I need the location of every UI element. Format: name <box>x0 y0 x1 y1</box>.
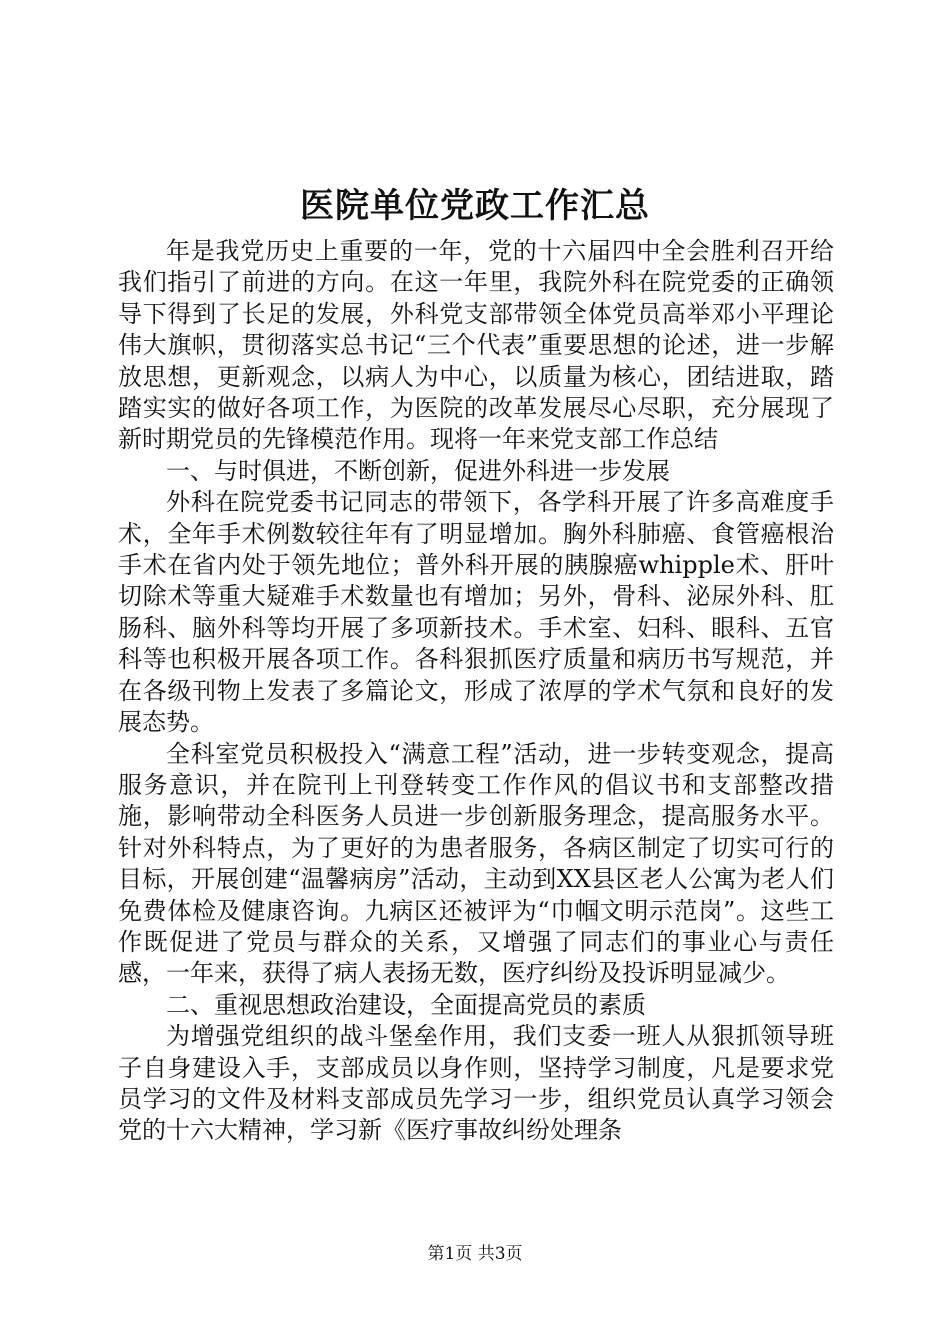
section-heading-2: 二、重视思想政治建设，全面提高党员的素质 <box>166 990 646 1019</box>
document-body <box>118 236 834 1147</box>
paragraph-service: 全科室党员积极投入“满意工程”活动，进一步转变观念，提高服务意识，并在院刊上刊登转变工作作风的倡议书和支部整改措施，影响带动全科医务人员进一步创新服务理念，提高服务水平。针对外科特点，为了更好的为患者服务，各病区制定了切实可行的目标，开展创建“温馨病房”活动，主动到XX县区老人公寓为老人们免费体检及健康咨询。九病区还被评为“巾帼文明示范岗”。这些工作既促进了党员与群众的关系，又增强了同志们的事业心与责任感，一年来，获得了病人表扬无数，医疗纠纷及投诉明显减少。 <box>118 739 834 988</box>
document-title: 医院单位党政工作汇总 <box>300 186 650 226</box>
page-number-footer: 第1页 共3页 <box>427 1244 523 1264</box>
section-heading-1: 一、与时俱进，不断创新，促进外科进一步发展 <box>166 456 670 485</box>
paragraph-intro: 年是我党历史上重要的一年，党的十六届四中全会胜利召开给我们指引了前进的方向。在这一年里，我院外科在院党委的正确领导下得到了长足的发展，外科党支部带领全体党员高举邓小平理论伟大旗帜，贯彻落实总书记“三个代表”重要思想的论述，进一步解放思想，更新观念，以病人为中心，以质量为核心，团结进取，踏踏实实的做好各项工作，为医院的改革发展尽心尽职，充分展现了新时期党员的先锋模范作用。现将一年来党支部工作总结 <box>118 237 834 454</box>
paragraph-surgery: 外科在院党委书记同志的带领下，各学科开展了许多高难度手术，全年手术例数较往年有了明显增加。胸外科肺癌、食管癌根治手术在省内处于领先地位；普外科开展的胰腺癌whipple术、肝叶切除术等重大疑难手术数量也有增加；另外，骨科、泌尿外科、肛肠科、脑外科等均开展了多项新技术。手术室、妇科、眼科、五官科等也积极开展各项工作。各科狠抓医疗质量和病历书写规范，并在各级刊物上发表了多篇论文，形成了浓厚的学术气氛和良好的发展态势。 <box>118 488 834 737</box>
paragraph-political: 为增强党组织的战斗堡垒作用，我们支委一班人从狠抓领导班子自身建设入手，支部成员以身作则，坚持学习制度，凡是要求党员学习的文件及材料支部成员先学习一步，组织党员认真学习领会党的十六大精神，学习新《医疗事故纠纷处理条 <box>118 1022 834 1145</box>
